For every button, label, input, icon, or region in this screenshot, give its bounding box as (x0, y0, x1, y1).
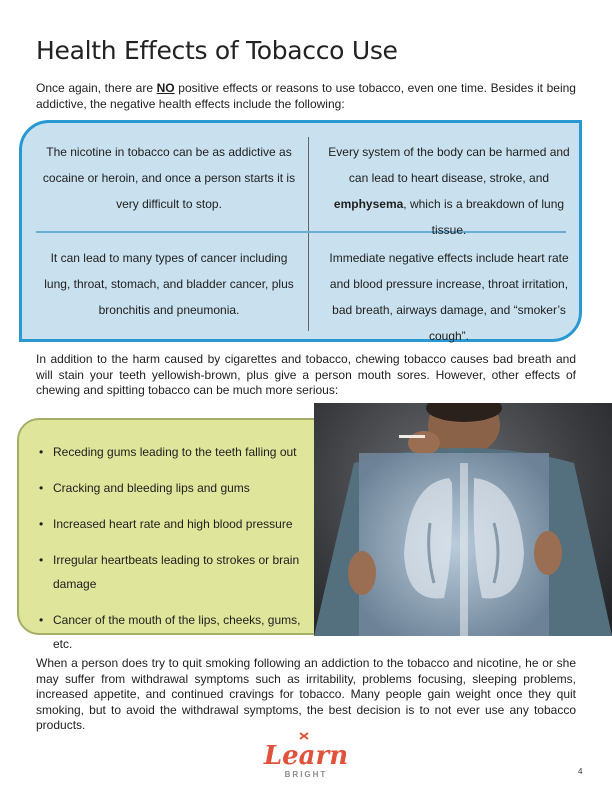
logo-graphic (256, 730, 356, 782)
effect-cell-body-systems (320, 139, 578, 243)
photo-illustration (314, 403, 612, 636)
list-item: • Irregular heartbeats leading to strokes or brain damage (39, 548, 315, 596)
learn-bright-logo (256, 730, 356, 782)
page-number: 4 (578, 767, 583, 776)
intro-text-after: positive effects or reasons to use tobacco, even one time. Besides it being addictive, the negative health effects include the following: (36, 81, 576, 111)
effect-cell-cancer: It can lead to many types of cancer including lung, throat, stomach, and bladder cancer, plus bronchitis and pneumonia. (44, 251, 294, 317)
closing-paragraph: When a person does try to quit smoking following an addiction to the tobacco and nicotine, he or she may suffer from withdrawal symptoms such as irritability, problems focusing, sleeping problems, increased appetite, and continued cravings for tobacco. Many people gain weight once they quit smoking, but to avoid the withdrawal symptoms, the best decision is to not ever use any tobacco products. (36, 656, 576, 732)
intro-paragraph (36, 81, 576, 112)
logo-word: Learn (263, 741, 349, 771)
intro-emphasis: NO (156, 81, 175, 95)
page-title: Health Effects of Tobacco Use (36, 36, 398, 65)
chewing-effects-box (17, 418, 347, 651)
vertical-divider (308, 137, 309, 331)
logo-subword: BRIGHT (284, 770, 328, 779)
effect-cell-immediate: Immediate negative effects include heart rate and blood pressure increase, throat irritation, bad breath, airways damage, and “smoker’s cough”. (329, 251, 569, 343)
intro-text-before: Once again, there are (36, 81, 157, 95)
list-item: • Cancer of the mouth of the lips, cheeks, gums, etc. (39, 608, 315, 656)
smoker-lung-xray-photo (314, 403, 612, 636)
chewing-tobacco-paragraph: In addition to the harm caused by cigarettes and tobacco, chewing tobacco causes bad breath and will stain your teeth yellowish-brown, plus give a person mouth sores. However, other effects of chewing and spitting tobacco can be much more serious: (36, 352, 576, 397)
effect-cell-bold-term: emphysema (333, 197, 404, 211)
health-effects-box (19, 120, 582, 342)
list-item: • Cracking and bleeding lips and gums (39, 476, 315, 500)
list-item: • Increased heart rate and high blood pressure (39, 512, 315, 536)
effect-cell-text-after: , which is a breakdown of lung tissue. (403, 197, 565, 237)
effect-cell-text-before: Every system of the body can be harmed and can lead to heart disease, stroke, and (328, 145, 570, 185)
effect-cell-addiction: The nicotine in tobacco can be as addictive as cocaine or heroin, and once a person starts it is very difficult to stop. (42, 145, 296, 211)
chewing-effects-list (39, 440, 315, 668)
list-item: • Receding gums leading to the teeth falling out (39, 440, 315, 464)
